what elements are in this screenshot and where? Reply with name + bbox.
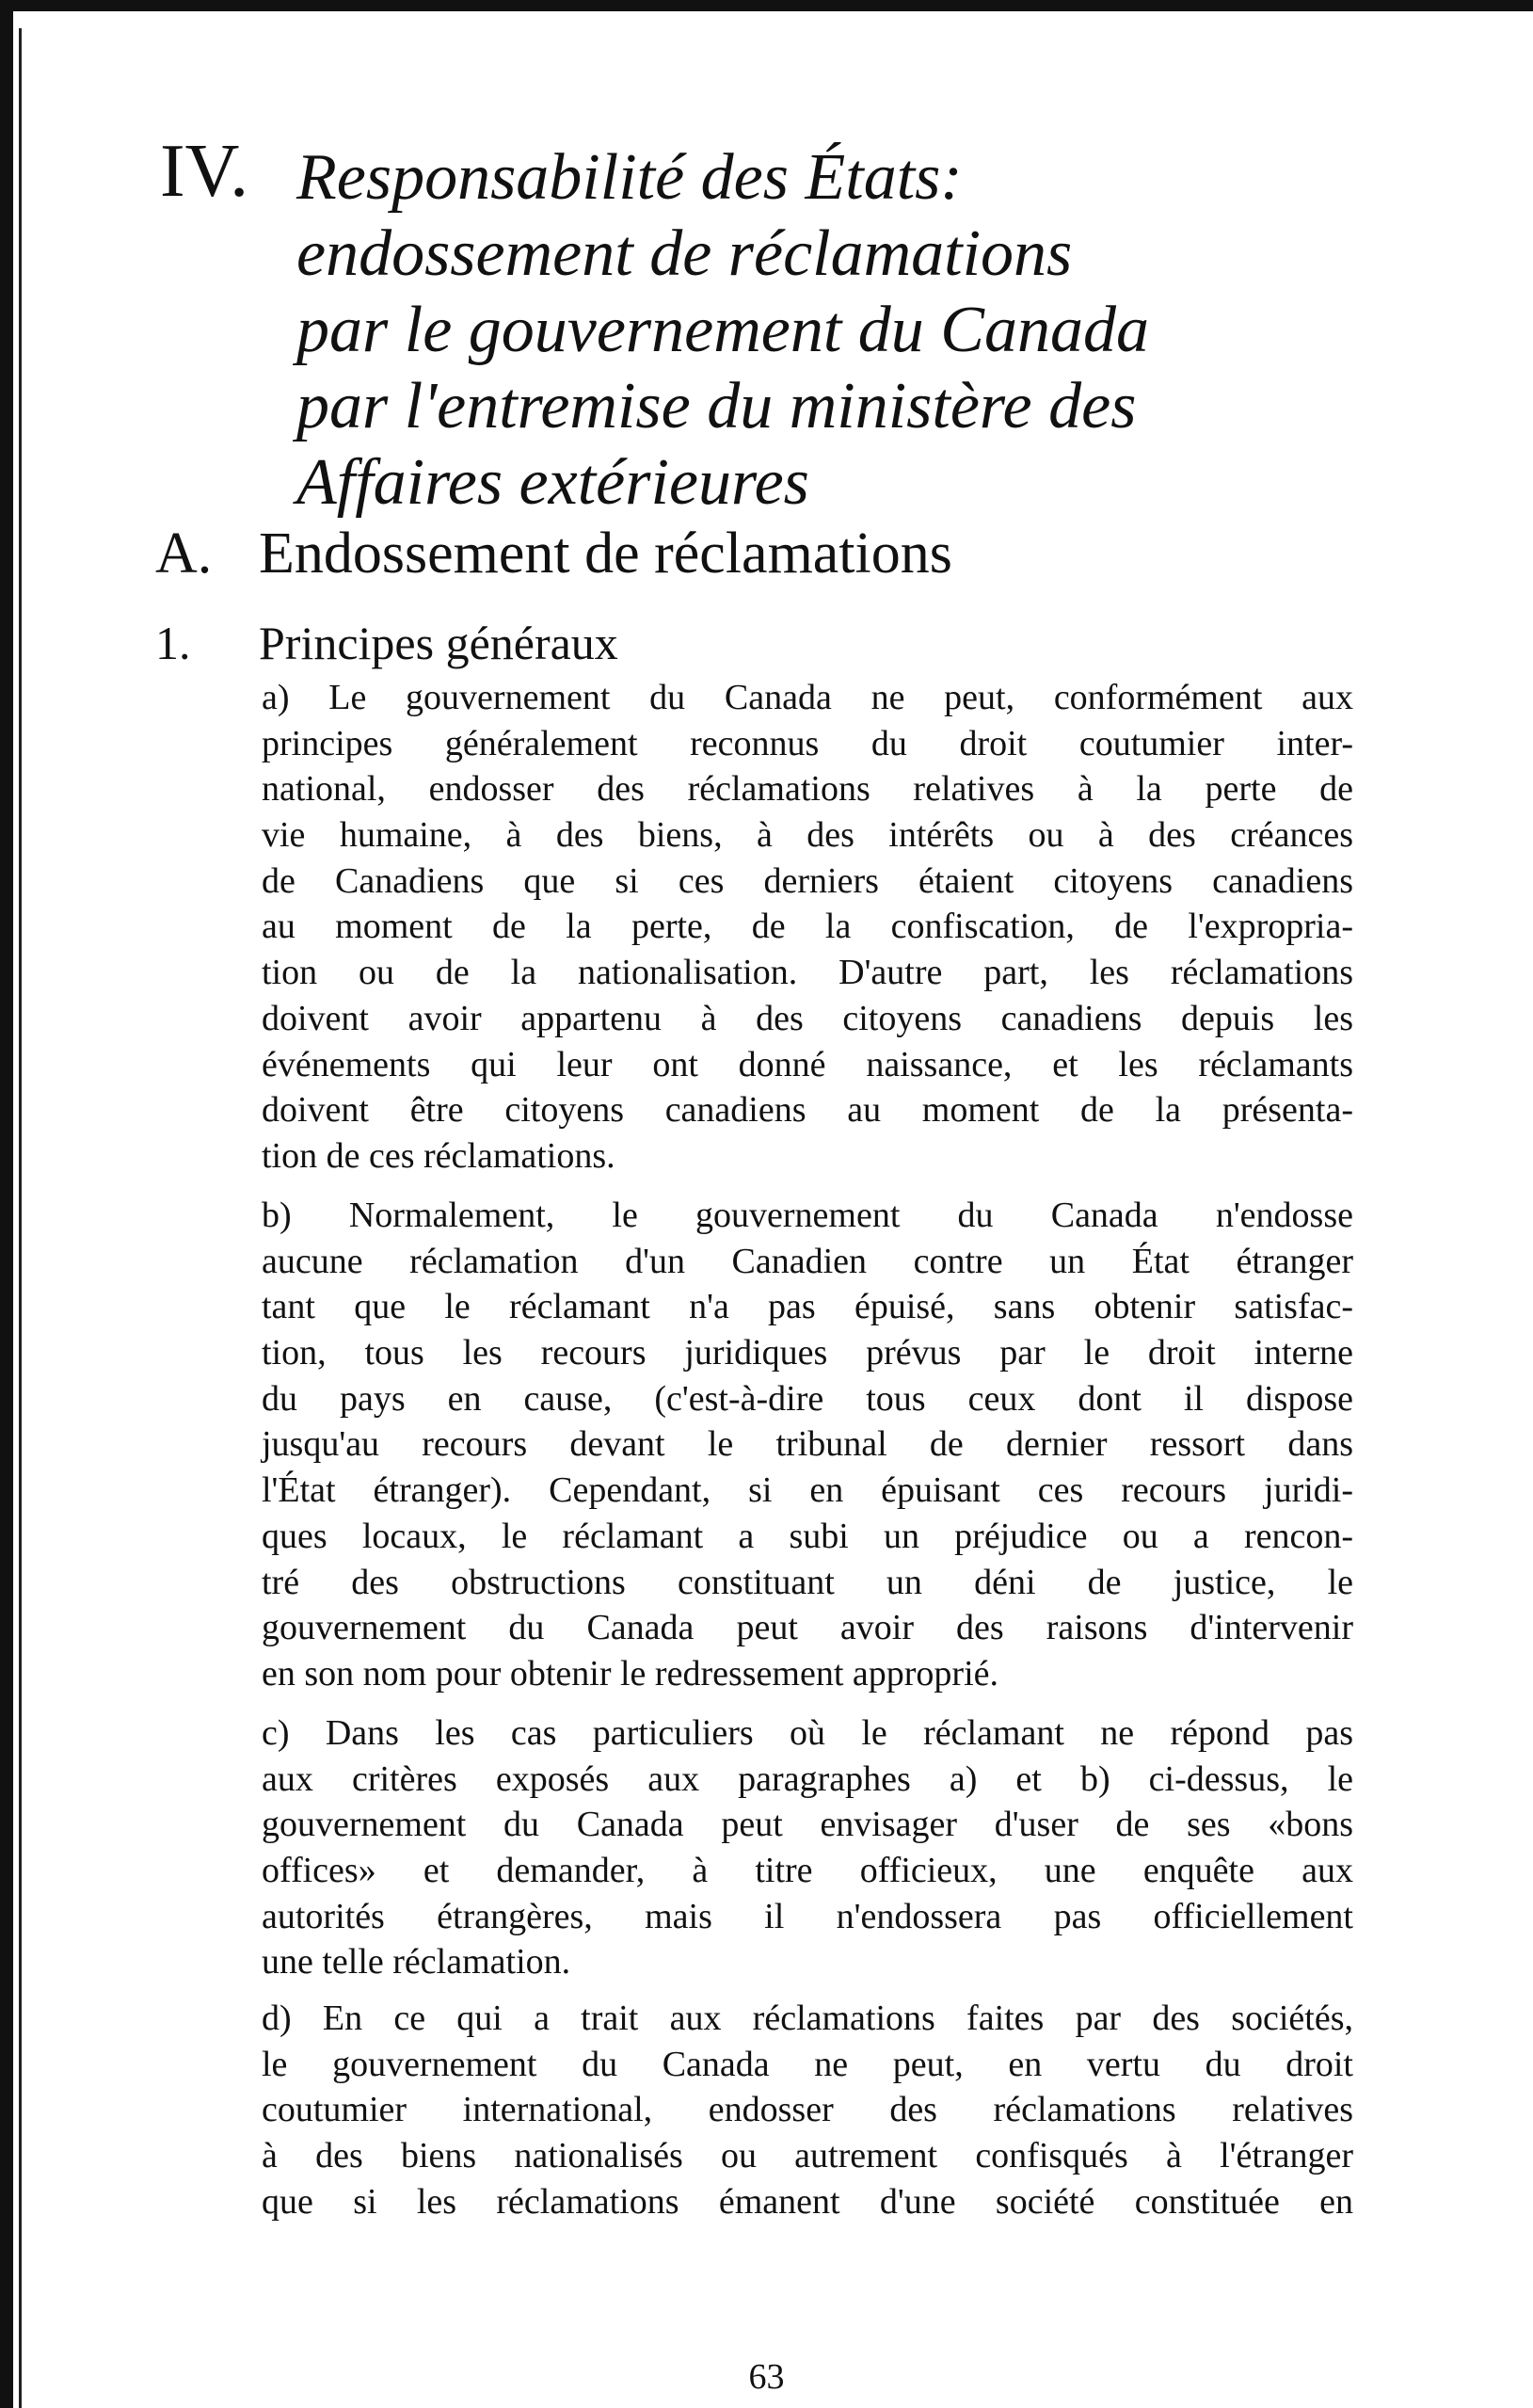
text-line: a) Le gouvernement du Canada ne peut, conformément aux <box>262 678 1353 717</box>
text-line: coutumier international, endosser des réclamations relatives <box>262 2090 1353 2130</box>
text-line: tant que le réclamant n'a pas épuisé, sans obtenir satisfac- <box>262 1287 1353 1327</box>
text-line: c) Dans les cas particuliers où le réclamant ne répond pas <box>262 1713 1353 1753</box>
subsection-heading <box>155 605 1379 681</box>
chapter-title-line: par le gouvernement du Canada <box>296 294 1149 366</box>
text-line: national, endosser des réclamations relatives à la perte de <box>262 769 1353 810</box>
text-line: autorités étrangères, mais il n'endossera pas officiellement <box>262 1896 1353 1936</box>
section-title: Endossement de réclamations <box>259 522 952 586</box>
text-line: le gouvernement du Canada ne peut, en vertu du droit <box>262 2044 1353 2084</box>
text-line: jusqu'au recours devant le tribunal de dernier ressort dans <box>262 1424 1353 1465</box>
paragraph-c <box>262 1710 1353 1985</box>
text-line: de Canadiens que si ces derniers étaient citoyens canadiens <box>262 860 1353 901</box>
chapter-title-line: Responsabilité des États: <box>296 141 963 214</box>
text-line: du pays en cause, (c'est-à-dire tous ceux dont il dispose <box>262 1378 1353 1419</box>
text-line: que si les réclamations émanent d'une société constituée en <box>262 2181 1353 2222</box>
text-line: d) En ce qui a trait aux réclamations faites par des sociétés, <box>262 1999 1353 2038</box>
text-line: principes généralement reconnus du droit coutumier inter- <box>262 723 1353 763</box>
text-line: au moment de la perte, de la confiscation, de l'expropria- <box>262 907 1353 947</box>
chapter-title <box>296 139 1426 521</box>
page-edge-left-inner <box>19 28 22 2408</box>
page-number: 63 <box>748 2357 785 2397</box>
text-line: offices» et demander, à titre officieux, une enquête aux <box>262 1851 1353 1891</box>
chapter-number: IV. <box>160 130 249 213</box>
text-line: gouvernement du Canada peut avoir des raisons d'intervenir <box>262 1608 1353 1648</box>
chapter-title-line: Affaires extérieures <box>296 446 809 519</box>
text-line: aux critères exposés aux paragraphes a) et b) ci-dessus, le <box>262 1758 1353 1799</box>
chapter-title-line: endossement de réclamations <box>296 217 1073 290</box>
section-heading <box>155 516 1379 591</box>
subsection-number: 1. <box>155 617 191 669</box>
text-line: événements qui leur ont donné naissance, et les réclamants <box>262 1044 1353 1084</box>
text-line: gouvernement du Canada peut envisager d'user de ses «bons <box>262 1805 1353 1845</box>
subsection-title: Principes généraux <box>259 617 618 669</box>
text-line: ques locaux, le réclamant a subi un préjudice ou a rencon- <box>262 1516 1353 1556</box>
page-edge-left <box>0 0 13 2408</box>
text-line: tion de ces réclamations. <box>262 1135 615 1176</box>
paragraph-d <box>262 1996 1353 2224</box>
paragraph-b <box>262 1193 1353 1697</box>
text-line: tré des obstructions constituant un déni de justice, le <box>262 1562 1353 1602</box>
text-line: une telle réclamation. <box>262 1942 571 1983</box>
text-line: l'État étranger). Cependant, si en épuisant ces recours juridi- <box>262 1470 1353 1511</box>
text-line: tion, tous les recours juridiques prévus par le droit interne <box>262 1333 1353 1373</box>
page-edge-top <box>0 0 1533 11</box>
text-line: vie humaine, à des biens, à des intérêts ou à des créances <box>262 815 1353 856</box>
text-line: doivent être citoyens canadiens au moment de la présenta- <box>262 1090 1353 1131</box>
text-line: en son nom pour obtenir le redressement approprié. <box>262 1653 998 1694</box>
text-line: à des biens nationalisés ou autrement confisqués à l'étranger <box>262 2136 1353 2176</box>
text-line: doivent avoir appartenu à des citoyens canadiens depuis les <box>262 998 1353 1038</box>
section-number: A. <box>155 522 213 586</box>
text-line: tion ou de la nationalisation. D'autre part, les réclamations <box>262 953 1353 993</box>
chapter-title-line: par l'entremise du ministère des <box>296 370 1137 442</box>
text-line: b) Normalement, le gouvernement du Canada n'endosse <box>262 1196 1353 1235</box>
paragraph-a <box>262 675 1353 1180</box>
text-line: aucune réclamation d'un Canadien contre un État étranger <box>262 1241 1353 1281</box>
